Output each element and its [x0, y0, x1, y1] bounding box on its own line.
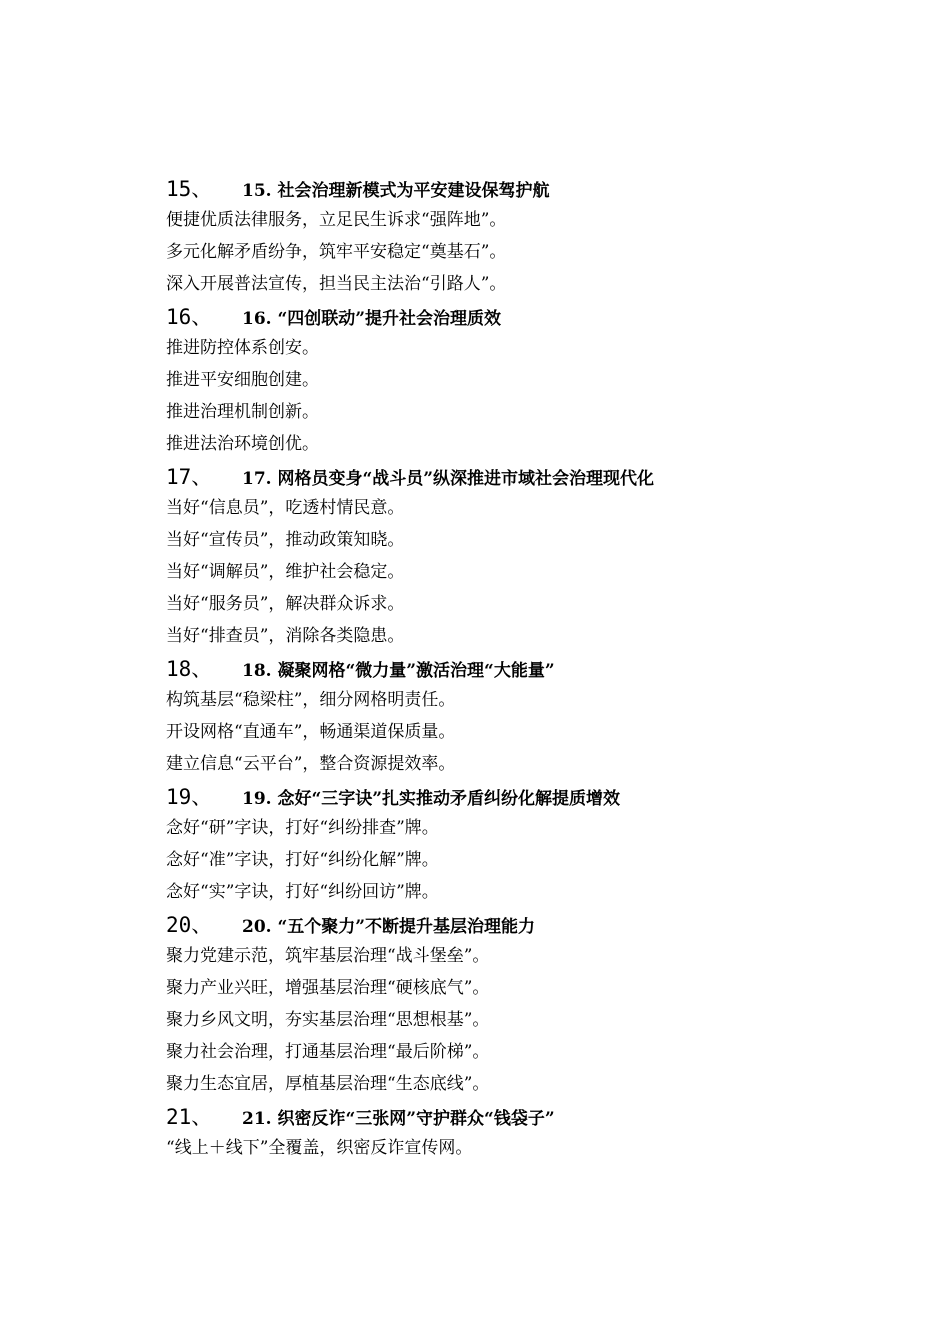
- section-16: [166, 300, 886, 460]
- body-line: 开设网格“直通车”，畅通渠道保质量。: [166, 722, 456, 742]
- heading-number: 15、: [166, 177, 213, 201]
- body-line: 聚力社会治理，打通基层治理“最后阶梯”。: [166, 1042, 490, 1062]
- section-18: [166, 652, 886, 780]
- heading-title: 18. 凝聚网格“微力量”激活治理“大能量”: [242, 660, 555, 681]
- heading-title: 21. 织密反诈“三张网”守护群众“钱袋子”: [242, 1108, 555, 1129]
- heading-title: 16. “四创联动”提升社会治理质效: [242, 308, 502, 329]
- section-heading: [166, 908, 886, 940]
- body-line: 当好“调解员”，维护社会稳定。: [166, 562, 405, 582]
- section-17: [166, 460, 886, 652]
- heading-number: 21、: [166, 1105, 213, 1129]
- section-19: [166, 780, 886, 908]
- body-line: 聚力生态宜居，厚植基层治理“生态底线”。: [166, 1074, 490, 1094]
- body-line: 推进治理机制创新。: [166, 402, 319, 422]
- heading-number: 16、: [166, 305, 213, 329]
- section-20: [166, 908, 886, 1100]
- heading-title: 17. 网格员变身“战斗员”纵深推进市域社会治理现代化: [242, 468, 655, 489]
- body-line: 推进平安细胞创建。: [166, 370, 319, 390]
- heading-title: 15. 社会治理新模式为平安建设保驾护航: [242, 180, 550, 201]
- heading-number: 18、: [166, 657, 213, 681]
- body-line: 推进法治环境创优。: [166, 434, 319, 454]
- body-line: 当好“信息员”，吃透村情民意。: [166, 498, 405, 518]
- section-15: [166, 172, 886, 300]
- section-heading: [166, 460, 886, 492]
- heading-number: 19、: [166, 785, 213, 809]
- body-line: 聚力党建示范，筑牢基层治理“战斗堡垒”。: [166, 946, 490, 966]
- heading-number: 17、: [166, 465, 213, 489]
- body-line: 聚力产业兴旺，增强基层治理“硬核底气”。: [166, 978, 490, 998]
- body-line: 当好“服务员”，解决群众诉求。: [166, 594, 405, 614]
- body-line: 深入开展普法宣传，担当民主法治“引路人”。: [166, 274, 507, 294]
- body-line: 念好“实”字诀，打好“纠纷回访”牌。: [166, 882, 439, 902]
- body-line: 构筑基层“稳梁柱”，细分网格明责任。: [166, 690, 456, 710]
- body-line: 当好“宣传员”，推动政策知晓。: [166, 530, 405, 550]
- section-heading: [166, 1100, 886, 1132]
- body-line: “线上＋线下”全覆盖，织密反诈宣传网。: [166, 1138, 473, 1158]
- body-line: 多元化解矛盾纷争，筑牢平安稳定“奠基石”。: [166, 242, 507, 262]
- body-line: 当好“排查员”，消除各类隐患。: [166, 626, 405, 646]
- heading-title: 19. 念好“三字诀”扎实推动矛盾纠纷化解提质增效: [242, 788, 621, 809]
- body-line: 推进防控体系创安。: [166, 338, 319, 358]
- body-line: 聚力乡风文明，夯实基层治理“思想根基”。: [166, 1010, 490, 1030]
- section-21: [166, 1100, 886, 1164]
- heading-title: 20. “五个聚力”不断提升基层治理能力: [242, 916, 536, 937]
- body-line: 建立信息“云平台”，整合资源提效率。: [166, 754, 456, 774]
- body-line: 念好“准”字诀，打好“纠纷化解”牌。: [166, 850, 439, 870]
- section-heading: [166, 172, 886, 204]
- body-line: 便捷优质法律服务，立足民生诉求“强阵地”。: [166, 210, 507, 230]
- section-heading: [166, 780, 886, 812]
- document-content: [166, 172, 886, 1164]
- body-line: 念好“研”字诀，打好“纠纷排查”牌。: [166, 818, 439, 838]
- heading-number: 20、: [166, 913, 213, 937]
- section-heading: [166, 652, 886, 684]
- section-heading: [166, 300, 886, 332]
